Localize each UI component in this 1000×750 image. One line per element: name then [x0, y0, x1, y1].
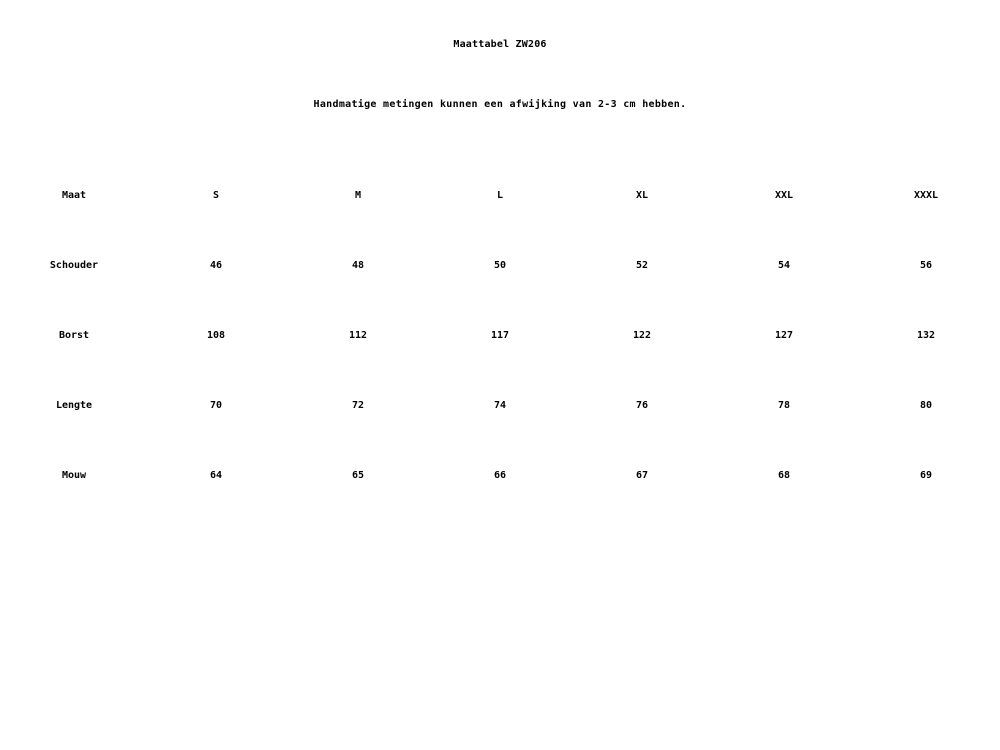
header-cell-s: S	[212, 189, 220, 201]
table-cell: 112	[348, 329, 368, 341]
table-cell: 74	[493, 399, 507, 411]
table-cell: 72	[351, 399, 365, 411]
table-cell: 68	[777, 469, 791, 481]
page-title: Maattabel ZW206	[453, 39, 547, 50]
table-header-row	[3, 160, 997, 230]
row-label: Schouder	[49, 259, 99, 271]
table-cell: 122	[632, 329, 652, 341]
table-row-borst	[3, 300, 997, 370]
row-label: Mouw	[61, 469, 87, 481]
table-cell: 76	[635, 399, 649, 411]
table-cell: 80	[919, 399, 933, 411]
table-cell: 132	[916, 329, 936, 341]
table-cell: 46	[209, 259, 223, 271]
table-cell: 127	[774, 329, 794, 341]
header-cell-m: M	[354, 189, 362, 201]
table-cell: 65	[351, 469, 365, 481]
header-cell-xxxl: XXXL	[913, 189, 939, 201]
table-cell: 66	[493, 469, 507, 481]
table-cell: 54	[777, 259, 791, 271]
row-label: Lengte	[55, 399, 93, 411]
table-cell: 56	[919, 259, 933, 271]
table-cell: 52	[635, 259, 649, 271]
table-row-mouw	[3, 440, 997, 510]
header-cell-xxl: XXL	[774, 189, 794, 201]
table-cell: 117	[490, 329, 510, 341]
header-cell-xl: XL	[635, 189, 649, 201]
measurement-note: Handmatige metingen kunnen een afwijking van 2-3 cm hebben.	[313, 99, 687, 110]
table-cell: 67	[635, 469, 649, 481]
header-cell-l: L	[496, 189, 504, 201]
row-label: Borst	[58, 329, 90, 341]
table-cell: 69	[919, 469, 933, 481]
table-cell: 70	[209, 399, 223, 411]
table-cell: 78	[777, 399, 791, 411]
header-cell-maat: Maat	[61, 189, 87, 201]
table-cell: 50	[493, 259, 507, 271]
table-cell: 64	[209, 469, 223, 481]
table-cell: 108	[206, 329, 226, 341]
table-cell: 48	[351, 259, 365, 271]
size-table	[3, 160, 997, 510]
table-row-schouder	[3, 230, 997, 300]
table-row-lengte	[3, 370, 997, 440]
